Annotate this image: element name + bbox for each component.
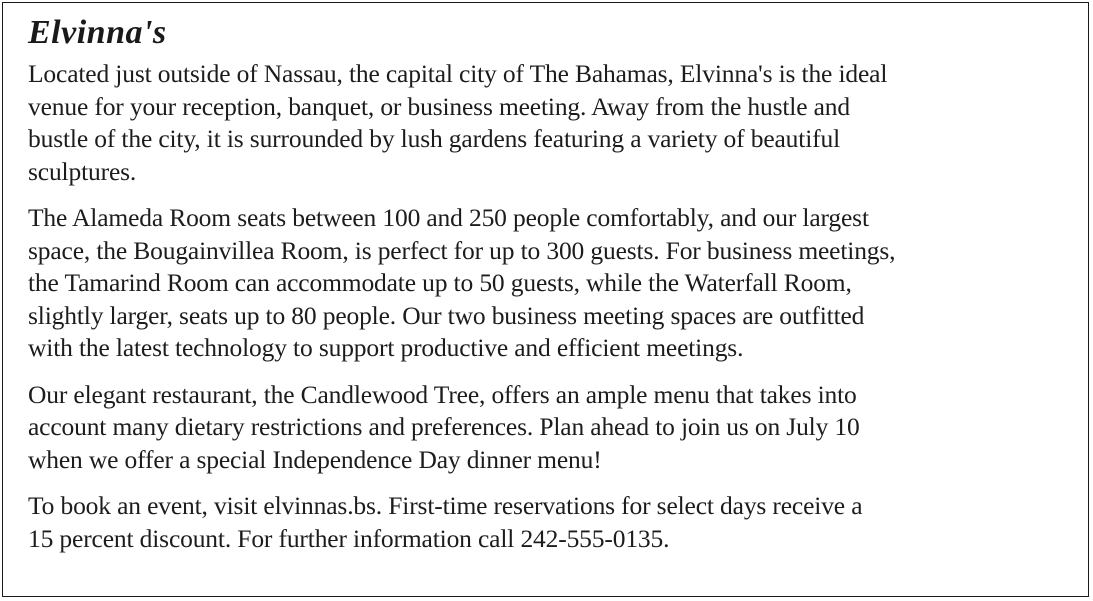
paragraph-restaurant [28,379,1068,477]
paragraph-line: slightly larger, seats up to 80 people. Our two business meeting spaces are outfitted [28,300,865,330]
paragraph-line: space, the Bougainvillea Room, is perfect for up to 300 guests. For business meetings, [28,235,896,265]
paragraph-line: when we offer a special Independence Day dinner menu! [28,444,602,474]
document-body [28,11,1068,569]
paragraph-line: the Tamarind Room can accommodate up to 50 guests, while the Waterfall Room, [28,268,852,297]
paragraph-line: Our elegant restaurant, the Candlewood Tree, offers an ample menu that takes into [28,379,857,409]
paragraph-line: The Alameda Room seats between 100 and 250 people comfortably, and our largest [28,203,869,232]
document-title: Elvinna's [28,14,167,51]
paragraph-line: sculptures. [28,156,137,186]
paragraph-line: bustle of the city, it is surrounded by lush gardens featuring a variety of beautiful [28,124,841,153]
paragraph-line: venue for your reception, banquet, or business meeting. Away from the hustle and [28,91,850,121]
paragraph-line: 15 percent discount. For further information call 242-555-0135. [28,523,670,553]
paragraph-line: Located just outside of Nassau, the capital city of The Bahamas, Elvinna's is the ideal [28,59,888,88]
paragraph-line: To book an event, visit elvinnas.bs. First-time reservations for select days receive a [28,491,863,520]
paragraph-rooms [28,202,1068,365]
document-frame [2,2,1089,597]
paragraph-line: with the latest technology to support productive and efficient meetings. [28,333,744,362]
paragraph-line: account many dietary restrictions and preferences. Plan ahead to join us on July 10 [28,412,860,441]
paragraph-booking [28,490,1068,555]
paragraph-intro [28,58,1068,188]
